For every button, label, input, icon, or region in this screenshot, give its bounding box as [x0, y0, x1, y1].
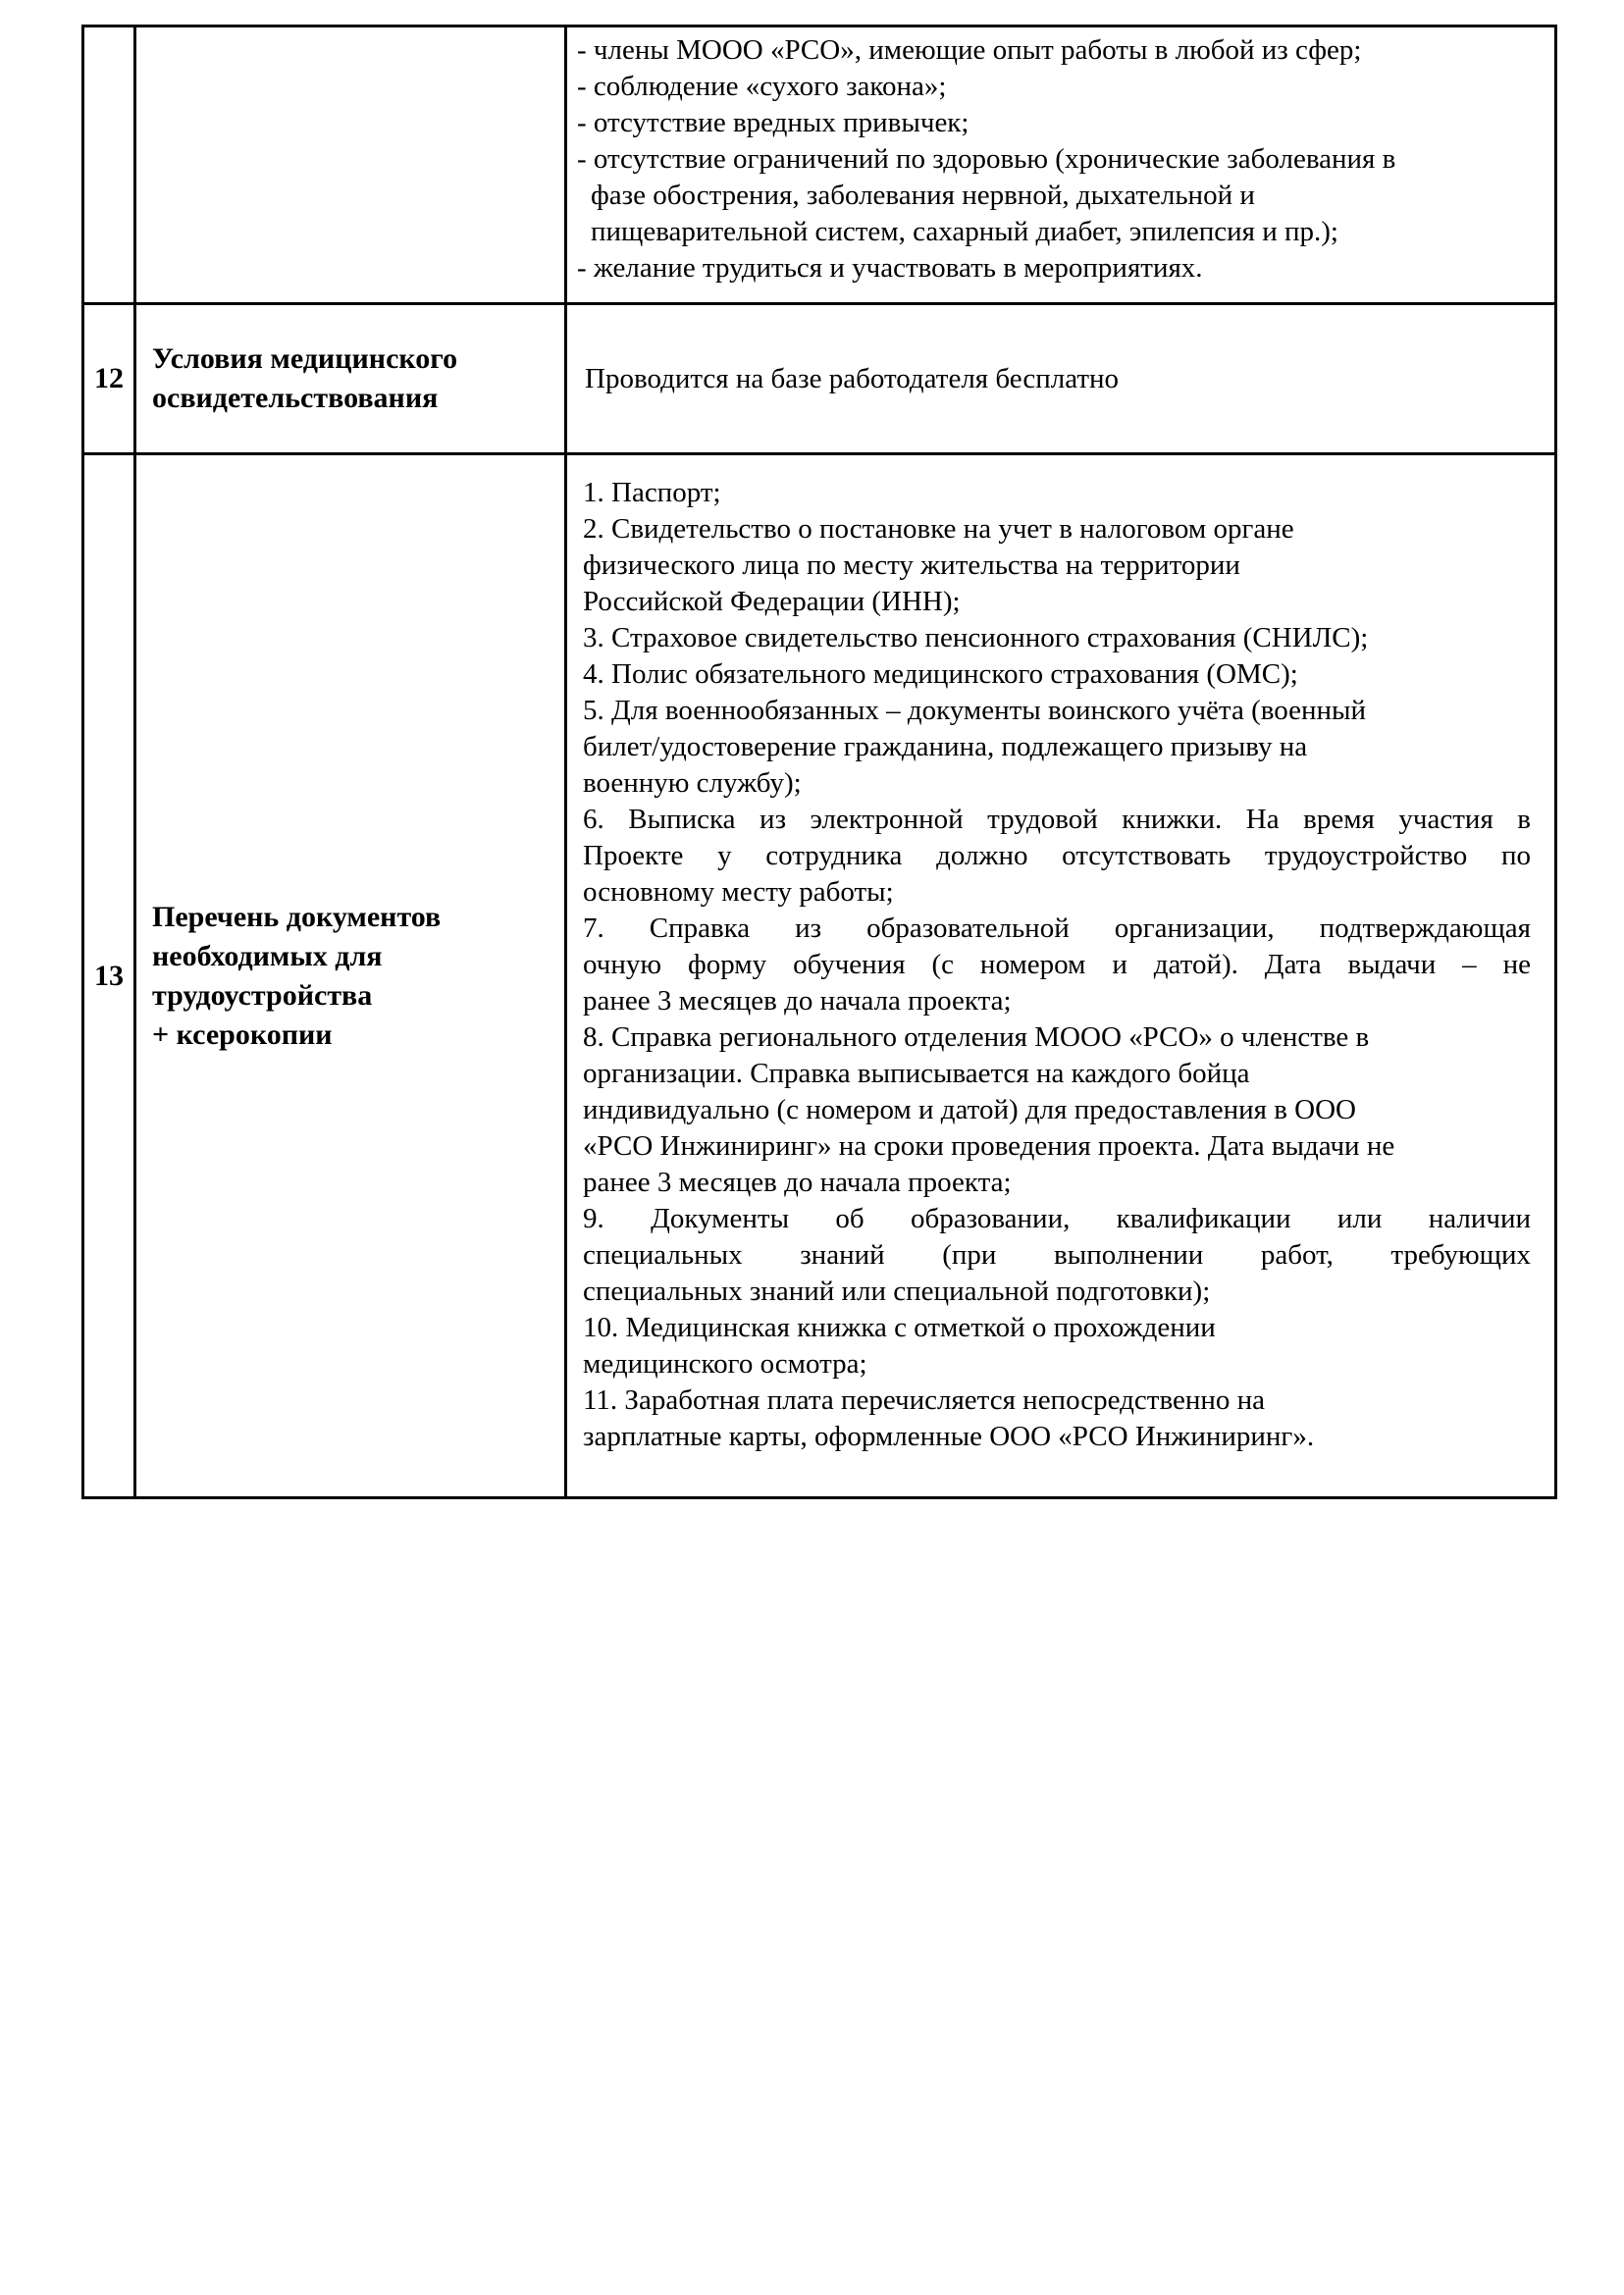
list-item [583, 1201, 1531, 1310]
row-content-cell [566, 26, 1556, 304]
text-line: индивидуально (с номером и датой) для предоставления в ООО [583, 1094, 1356, 1125]
text-line: организации. Справка выписывается на каждого бойца [583, 1058, 1250, 1089]
row-number-cell: 13 [83, 454, 135, 1498]
text-line: 2. Свидетельство о постановке на учет в налоговом органе [583, 513, 1294, 545]
requirements-table [81, 25, 1557, 1499]
text-line: - члены МООО «РСО», имеющие опыт работы в любой из сфер; [577, 34, 1362, 66]
list-item [583, 802, 1531, 911]
text-line: - соблюдение «сухого закона»; [577, 71, 947, 102]
list-item [583, 656, 1531, 693]
row-number-cell [83, 26, 135, 304]
text-line: пищеварительной систем, сахарный диабет, эпилепсия и пр.); [591, 216, 1338, 247]
text-line: 3. Страховое свидетельство пенсионного страхования (СНИЛС); [583, 622, 1369, 653]
bullet-item [577, 105, 1535, 141]
list-item [583, 511, 1531, 620]
text-line: освидетельствования [152, 382, 439, 414]
text-line: медицинского осмотра; [583, 1348, 867, 1380]
text-line: необходимых для [152, 939, 383, 972]
text-line: 10. Медицинская книжка с отметкой о прохождении [583, 1312, 1216, 1343]
text-line: Условия медицинского [152, 342, 458, 375]
text-line: + ксерокопии [152, 1017, 333, 1051]
list-item [583, 475, 1531, 511]
text-line: 9. Документы об образовании, квалификации или наличии [583, 1203, 1531, 1234]
row-label-cell [135, 304, 566, 454]
list-item [583, 1382, 1531, 1455]
text-line: Перечень документов [152, 900, 442, 933]
text-line: военную службу); [583, 767, 802, 799]
list-item [583, 1310, 1531, 1382]
bullet-item [577, 250, 1535, 287]
row-label-cell [135, 454, 566, 1498]
text-line: 11. Заработная плата перечисляется непосредственно на [583, 1384, 1266, 1416]
text-line: трудоустройства [152, 978, 373, 1012]
text-line: Российской Федерации (ИНН); [583, 586, 961, 617]
bullet-item [577, 141, 1535, 250]
text-line: - желание трудиться и участвовать в мероприятиях. [577, 252, 1203, 284]
text-line: - отсутствие ограничений по здоровью (хронические заболевания в [577, 143, 1396, 175]
table-row-13 [83, 454, 1556, 1498]
row-content-cell: Проводится на базе работодателя бесплатно [566, 304, 1556, 454]
text-line: 6. Выписка из электронной трудовой книжки. На время участия в [583, 804, 1531, 835]
list-item [583, 911, 1531, 1019]
text-line: физического лица по месту жительства на территории [583, 549, 1240, 581]
text-line: основному месту работы; [583, 876, 894, 908]
text-line: специальных знаний или специальной подготовки); [583, 1276, 1211, 1307]
text-line: 8. Справка регионального отделения МООО «РСО» о членстве в [583, 1021, 1370, 1053]
text-line: фазе обострения, заболевания нервной, дыхательной и [591, 180, 1255, 211]
text-line: билет/удостоверение гражданина, подлежащего призыву на [583, 731, 1308, 762]
table-row-continued [83, 26, 1556, 304]
text-line: - отсутствие вредных привычек; [577, 107, 969, 138]
text-line: 7. Справка из образовательной организации, подтверждающая [583, 913, 1531, 944]
text-line: ранее 3 месяцев до начала проекта; [583, 985, 1012, 1017]
list-item [583, 1019, 1531, 1201]
text-line: ранее 3 месяцев до начала проекта; [583, 1167, 1012, 1198]
text-line: зарплатные карты, оформленные ООО «РСО Инжиниринг». [583, 1421, 1315, 1452]
text-line: «РСО Инжиниринг» на сроки проведения проекта. Дата выдачи не [583, 1130, 1395, 1162]
row-label-cell [135, 26, 566, 304]
list-item [583, 693, 1531, 802]
text-line: специальных знаний (при выполнении работ, требующих [583, 1239, 1531, 1271]
list-item [583, 620, 1531, 656]
row-content-cell [566, 454, 1556, 1498]
row-number-cell: 12 [83, 304, 135, 454]
text-line: 4. Полис обязательного медицинского страхования (ОМС); [583, 658, 1298, 690]
text-line: 5. Для военнообязанных – документы воинского учёта (военный [583, 695, 1366, 726]
bullet-item [577, 32, 1535, 69]
text-line: очную форму обучения (с номером и датой). Дата выдачи – не [583, 949, 1531, 980]
text-line: Проекте у сотрудника должно отсутствовать трудоустройство по [583, 840, 1531, 871]
table-row-12 [83, 304, 1556, 454]
text-line: 1. Паспорт; [583, 477, 721, 508]
bullet-item [577, 69, 1535, 105]
